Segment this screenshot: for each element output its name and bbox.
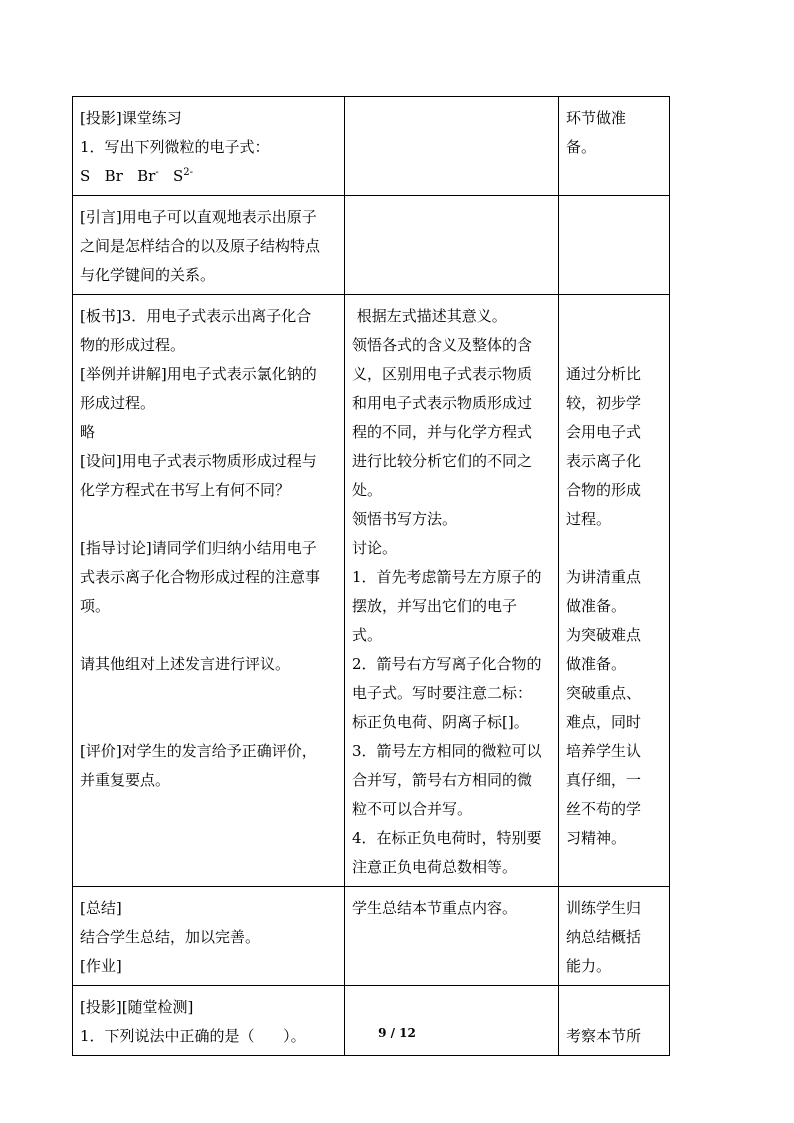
text-line: 物的形成过程。 (80, 336, 186, 354)
text-line: 为讲清重点 (566, 568, 642, 586)
text-line: 难点，同时 (566, 713, 642, 731)
text-line: 环节做准 (566, 109, 627, 127)
text-line: 培养学生认 (566, 742, 642, 760)
text-line: 式。 (352, 626, 383, 644)
text-line: 丝不苟的学 (566, 800, 642, 818)
design-intent-cell (559, 887, 670, 986)
spacer (566, 534, 662, 563)
text-line: 真仔细，一 (566, 771, 642, 789)
design-intent-cell (559, 986, 670, 1056)
text-line: 请其他组对上述发言进行评议。 (80, 655, 291, 673)
table-row (73, 986, 670, 1056)
spacer (80, 708, 337, 737)
student-activity-cell (345, 97, 559, 196)
text-line: 做准备。 (566, 597, 627, 615)
text-line: 突破重点、 (566, 684, 642, 702)
text-line: 和用电子式表示物质形成过 (352, 394, 533, 412)
text-line: 与化学键间的关系。 (80, 266, 216, 284)
text-line: [作业] (80, 957, 122, 975)
teacher-activity-cell (73, 887, 345, 986)
text-line: [总结] (80, 899, 122, 917)
student-activity-cell (345, 196, 559, 295)
text-line: 考察本节所 (566, 1027, 642, 1045)
table-row (73, 887, 670, 986)
text-line: 领悟各式的含义及整体的含 (352, 336, 533, 354)
text-line: 化学方程式在书写上有何不同？ (80, 481, 291, 499)
species-s-ion: S (173, 167, 184, 185)
teacher-activity-cell (73, 196, 345, 295)
text-line: 较，初步学 (566, 394, 642, 412)
student-activity-cell (345, 887, 559, 986)
text-line: 做准备。 (566, 655, 627, 673)
species-br: Br (104, 167, 123, 185)
text-line: 领悟书写方法。 (352, 510, 458, 528)
text-line: 表示离子化 (566, 452, 642, 470)
text-line: 略 (80, 423, 96, 441)
text-line: 结合学生总结，加以完善。 (80, 928, 261, 946)
text-line: 习精神。 (566, 829, 627, 847)
text-line: 3．箭号左方相同的微粒可以 (352, 742, 542, 760)
teacher-activity-cell (73, 986, 345, 1056)
text-line: [引言]用电子可以直观地表示出原子 (80, 208, 317, 226)
text-line: 1．首先考虑箭号左方原子的 (352, 568, 542, 586)
text-line: 1．下列说法中正确的是（ ）。 (80, 1027, 306, 1045)
page-number: 9 / 12 (378, 1026, 416, 1040)
text-line: 处。 (352, 481, 383, 499)
table-row (73, 196, 670, 295)
text-line: 义，区别用电子式表示物质 (352, 365, 533, 383)
text-line: 合物的形成 (566, 481, 642, 499)
text-line: 注意正负电荷总数相等。 (352, 858, 518, 876)
species-line (80, 162, 337, 191)
text-line: 会用电子式 (566, 423, 642, 441)
text-line: 4．在标正负电荷时，特别要 (352, 829, 542, 847)
text-line: 通过分析比 (566, 365, 642, 383)
spacer (80, 621, 337, 650)
text-line: 式表示离子化合物形成过程的注意事 (80, 568, 321, 586)
text-line: [评价]对学生的发言给予正确评价， (80, 742, 317, 760)
student-activity-cell (345, 295, 559, 887)
text-line: 根据左式描述其意义。 (352, 307, 507, 325)
text-line: 摆放，并写出它们的电子 (352, 597, 518, 615)
species-s: S (80, 167, 91, 185)
text-line: 训练学生归 (566, 899, 642, 917)
text-line: 程的不同，并与化学方程式 (352, 423, 533, 441)
text-line: [设问]用电子式表示物质形成过程与 (80, 452, 317, 470)
spacer (80, 505, 337, 534)
text-line: [投影][随堂检测] (80, 998, 194, 1016)
lesson-plan-table (72, 96, 670, 1056)
text-line: 合并写，箭号右方相同的微 (352, 771, 533, 789)
text-line: 之间是怎样结合的以及原子结构特点 (80, 237, 321, 255)
text-line: 讨论。 (352, 539, 398, 557)
text-line: 电子式。写时要注意二标： (352, 684, 533, 702)
design-intent-cell (559, 97, 670, 196)
teacher-activity-cell (73, 97, 345, 196)
text-line: 2．箭号右方写离子化合物的 (352, 655, 542, 673)
text-line: 进行比较分析它们的不同之 (352, 452, 533, 470)
spacer (566, 331, 662, 360)
text-line: [指导讨论]请同学们归纳小结用电子 (80, 539, 317, 557)
spacer (566, 993, 662, 1022)
text-line: 1．写出下列微粒的电子式： (80, 138, 270, 156)
text-line: 过程。 (566, 510, 612, 528)
charge-superscript: 2- (183, 167, 194, 178)
design-intent-cell (559, 295, 670, 887)
text-line: 备。 (566, 138, 597, 156)
spacer (80, 679, 337, 708)
text-line: 标正负电荷、阴离子标[]。 (352, 713, 529, 731)
student-activity-cell (345, 986, 559, 1056)
text-line: 项。 (80, 597, 111, 615)
text-line: [投影]课堂练习 (80, 109, 182, 127)
table-row (73, 97, 670, 196)
text-line: 能力。 (566, 957, 612, 975)
text-line: [板书]3．用电子式表示出离子化合 (80, 307, 312, 325)
species-br-ion: Br (137, 167, 156, 185)
design-intent-cell (559, 196, 670, 295)
teacher-activity-cell (73, 295, 345, 887)
text-line: 学生总结本节重点内容。 (352, 899, 518, 917)
charge-superscript: - (155, 167, 159, 178)
table-row (73, 295, 670, 887)
spacer (566, 302, 662, 331)
text-line: 并重复要点。 (80, 771, 171, 789)
text-line: 为突破难点 (566, 626, 642, 644)
text-line: [举例并讲解]用电子式表示氯化钠的 (80, 365, 317, 383)
text-line: 形成过程。 (80, 394, 156, 412)
text-line: 纳总结概括 (566, 928, 642, 946)
text-line: 粒不可以合并写。 (352, 800, 473, 818)
